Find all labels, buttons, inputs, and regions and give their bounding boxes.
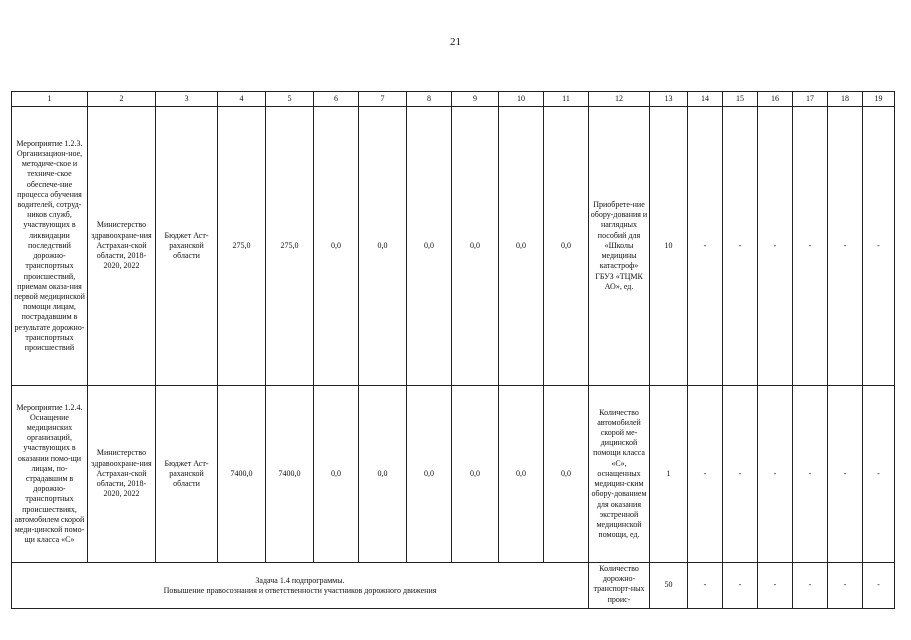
value-cell: - [863, 386, 895, 563]
value-cell: 0,0 [452, 107, 499, 386]
value-cell: - [863, 107, 895, 386]
col-header: 2 [88, 92, 156, 107]
col-header: 19 [863, 92, 895, 107]
col-header: 7 [359, 92, 407, 107]
program-measures-table [11, 91, 895, 609]
col-header: 16 [758, 92, 793, 107]
col-header: 8 [407, 92, 452, 107]
value-cell: - [793, 563, 828, 609]
col-header: 15 [723, 92, 758, 107]
value-cell: 0,0 [407, 386, 452, 563]
value-cell: - [723, 386, 758, 563]
value-cell: - [688, 563, 723, 609]
table-header-row [12, 92, 895, 107]
col-header: 14 [688, 92, 723, 107]
value-cell: 275,0 [218, 107, 266, 386]
col-header: 5 [266, 92, 314, 107]
value-cell: 50 [650, 563, 688, 609]
col-header: 13 [650, 92, 688, 107]
value-cell: - [828, 107, 863, 386]
value-cell: - [723, 107, 758, 386]
value-cell: 10 [650, 107, 688, 386]
col-header: 17 [793, 92, 828, 107]
funding-source-cell: Бюджет Аст-раханской области [156, 107, 218, 386]
value-cell: 0,0 [407, 107, 452, 386]
col-header: 12 [589, 92, 650, 107]
funding-source-cell: Бюджет Аст-раханской области [156, 386, 218, 563]
value-cell: 0,0 [544, 386, 589, 563]
table-row [12, 386, 895, 563]
value-cell: - [828, 386, 863, 563]
value-cell: 0,0 [314, 107, 359, 386]
col-header: 10 [499, 92, 544, 107]
page-number: 21 [450, 36, 461, 48]
task-title-line: Задача 1.4 подпрограммы. [255, 575, 345, 585]
value-cell: 0,0 [544, 107, 589, 386]
measure-name: Мероприятие 1.2.4. Оснащение медицинских организаций, участвующих в оказании помо-щи лицам, по-страдавшим в дорожно-транспортных происшествиях, автомобилем скорой меди-цинской помо-щи класса «С» [12, 386, 88, 563]
col-header: 3 [156, 92, 218, 107]
value-cell: 0,0 [314, 386, 359, 563]
col-header: 4 [218, 92, 266, 107]
value-cell: 7400,0 [266, 386, 314, 563]
value-cell: - [793, 107, 828, 386]
col-header: 11 [544, 92, 589, 107]
executor-cell: Министерство здравоохране-ния Астрахан-ской области, 2018-2020, 2022 [88, 386, 156, 563]
value-cell: 7400,0 [218, 386, 266, 563]
value-cell: - [793, 386, 828, 563]
task-title-line: Повышение правосознания и ответственности участников дорожного движения [163, 585, 437, 595]
value-cell: 0,0 [499, 107, 544, 386]
col-header: 18 [828, 92, 863, 107]
value-cell: - [688, 386, 723, 563]
value-cell: - [688, 107, 723, 386]
value-cell: 0,0 [359, 107, 407, 386]
value-cell: 0,0 [499, 386, 544, 563]
task-row [12, 563, 895, 609]
indicator-cell [589, 563, 650, 609]
col-header: 9 [452, 92, 499, 107]
indicator-cell: Приобрете-ние обору-дования и наглядных пособий для «Школы медицины катастроф» ГБУЗ «ТЦМК АО», ед. [589, 107, 650, 386]
value-cell: - [723, 563, 758, 609]
indicator-text: Количество дорожно-транспорт-ных проис- [593, 564, 645, 604]
col-header: 6 [314, 92, 359, 107]
value-cell: 0,0 [359, 386, 407, 563]
value-cell: 0,0 [452, 386, 499, 563]
value-cell: 275,0 [266, 107, 314, 386]
value-cell: - [758, 563, 793, 609]
value-cell: - [758, 386, 793, 563]
value-cell: 1 [650, 386, 688, 563]
measure-name: Мероприятие 1.2.3. Организацион-ное, методиче-ское и техниче-ское обеспече-ние процесса обучения водителей, сотруд-ников служб, участвующих в ликвидации последствий дорожно-транспортных происшествий, приемам оказа-ния первой медицинской помощи лицам, пострадавшим в результате дорожно-транспортных происшествий [12, 107, 88, 386]
indicator-cell: Количество автомобилей скорой ме-дицинской помощи класса «С», оснащенных медицин-ским обору-дованием для оказания экстренной медицинской помощи, ед. [589, 386, 650, 563]
value-cell: - [758, 107, 793, 386]
col-header: 1 [12, 92, 88, 107]
value-cell: - [863, 563, 895, 609]
task-title [12, 563, 589, 609]
value-cell: - [828, 563, 863, 609]
table-row [12, 107, 895, 386]
executor-cell: Министерство здравоохране-ния Астрахан-ской области, 2018-2020, 2022 [88, 107, 156, 386]
